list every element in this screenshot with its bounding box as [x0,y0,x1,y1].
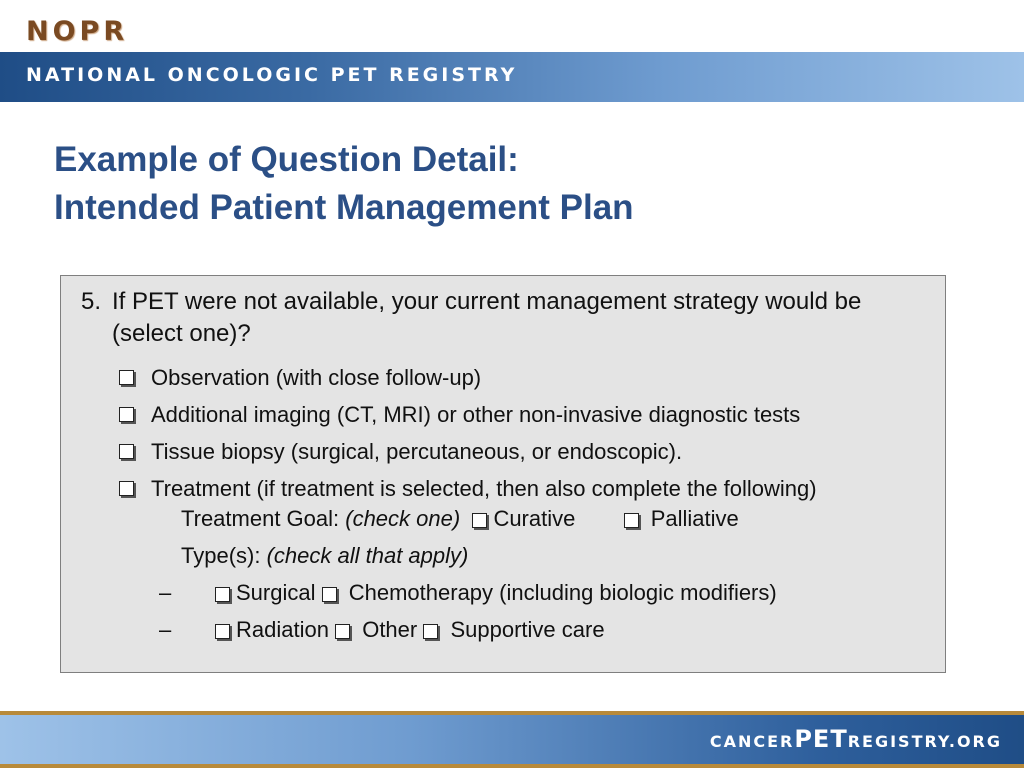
header-band [0,52,1024,102]
footer-url [710,725,1002,753]
option-tissue-biopsy[interactable] [119,433,817,470]
treatment-types-row [181,543,468,569]
slide-title-line-1: Example of Question Detail: [54,140,519,179]
slide-title [54,136,634,232]
footer-rule-bottom [0,764,1024,768]
footer-url-prefix: CANCER [709,732,795,751]
type-radiation: Radiation [236,617,329,642]
nopr-logo: NOPR [26,16,129,47]
options-list [119,359,817,507]
checkbox-icon[interactable] [119,370,134,385]
checkbox-icon[interactable] [119,481,134,496]
footer-url-suffix: REGISTRY.ORG [847,732,1002,751]
checkbox-icon[interactable] [215,624,230,639]
option-treatment[interactable] [119,470,817,507]
checkbox-icon[interactable] [322,587,337,602]
goal-curative: Curative [493,506,576,531]
treatment-goal-row [181,506,739,532]
question-number: 5. [81,288,102,315]
type-supportive-care: Supportive care [450,617,605,642]
option-label: Treatment (if treatment is selected, then also complete the following) [151,476,817,501]
registry-title: NATIONAL ONCOLOGIC PET REGISTRY [26,64,518,86]
dash-bullet: – [159,617,172,642]
types-hint: (check all that apply) [266,543,469,568]
treatment-goal-hint: (check one) [345,506,461,531]
footer-url-main: PET [794,725,848,753]
question-box [60,275,946,673]
type-chemotherapy: Chemotherapy (including biologic modifiers) [348,580,777,605]
types-line-2 [159,617,605,643]
footer-band [0,715,1024,764]
type-surgical: Surgical [236,580,316,605]
checkbox-icon[interactable] [119,444,134,459]
checkbox-icon[interactable] [472,513,487,528]
checkbox-icon[interactable] [624,513,639,528]
question-text [81,286,921,350]
goal-palliative: Palliative [650,506,739,531]
types-line-1 [159,580,777,606]
option-label: Observation (with close follow-up) [151,365,482,390]
types-label: Type(s): [181,543,267,568]
treatment-goal-label: Treatment Goal: [181,506,346,531]
option-additional-imaging[interactable] [119,396,817,433]
dash-bullet: – [159,580,172,605]
option-label: Tissue biopsy (surgical, percutaneous, or endoscopic). [151,439,683,464]
checkbox-icon[interactable] [215,587,230,602]
type-other: Other [362,617,418,642]
option-label: Additional imaging (CT, MRI) or other non-invasive diagnostic tests [151,402,801,427]
question-prompt: If PET were not available, your current management strategy would be (select one)? [112,288,862,347]
slide-title-line-2: Intended Patient Management Plan [54,188,634,227]
option-observation[interactable] [119,359,817,396]
checkbox-icon[interactable] [423,624,438,639]
checkbox-icon[interactable] [335,624,350,639]
checkbox-icon[interactable] [119,407,134,422]
